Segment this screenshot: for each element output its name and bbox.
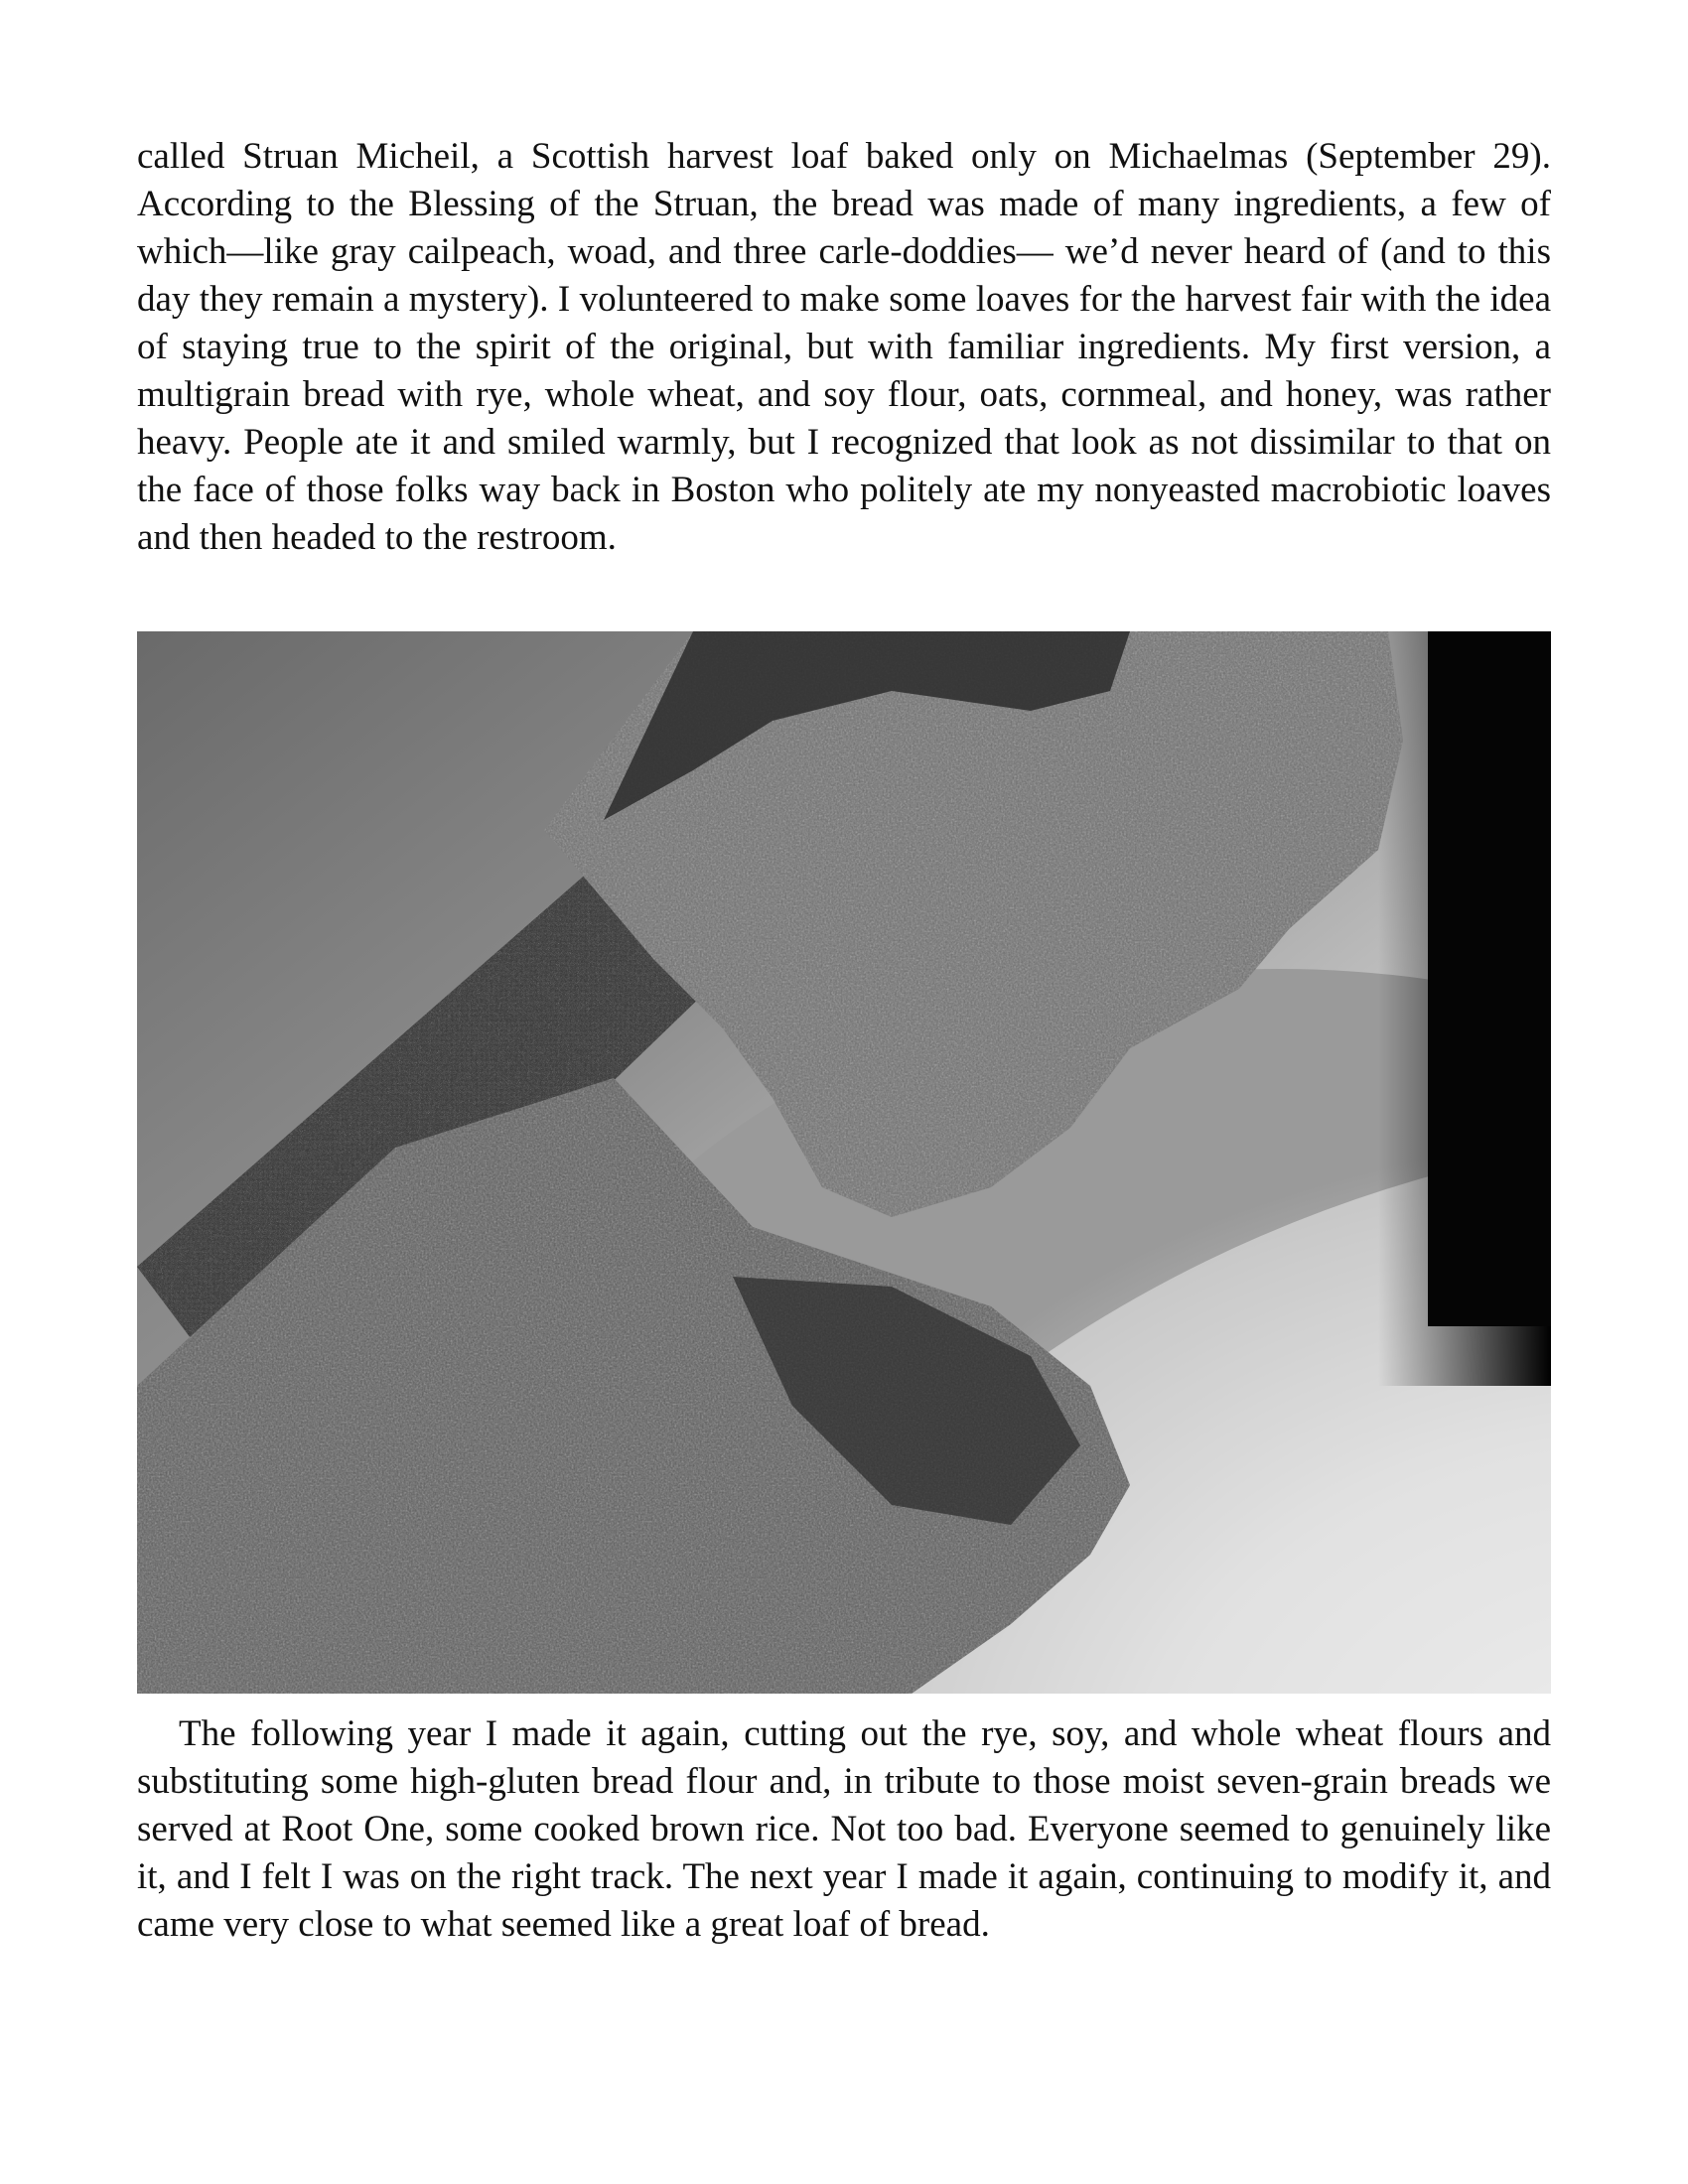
bread-photo-image [137,631,1551,1694]
body-paragraph: The following year I made it again, cutting out the rye, soy, and whole wheat flours and substituting some high-gluten bread flour and, in tribute to those moist seven-grain breads we served at Root One, some cooked brown rice. Not too bad. Everyone seemed to genuinely like it, and I felt I was on the right track. The next year I made it again, continuing to modify it, and came very close to what seemed like a great loaf of bread. [137,1713,1551,1945]
body-paragraph: called Struan Micheil, a Scottish harvest loaf baked only on Michaelmas (September 29). According to the Blessing of the Struan, the bread was made of many ingredients, a few of which—like gray cailpeach, woad, and three carle-doddies— we’d never heard of (and to this day they remain a mystery). I volunteered to make some loaves for the harvest fair with the idea of staying true to the spirit of the original, but with familiar ingredients. My first version, a multigrain bread with rye, whole wheat, and soy flour, oats, cornmeal, and honey, was rather heavy. People ate it and smiled warmly, but I recognized that look as not dissimilar to that on the face of those folks way back in Boston who politely ate my nonyeasted macrobiotic loaves and then headed to the restroom. [137,136,1551,558]
bread-photo [137,631,1551,1694]
